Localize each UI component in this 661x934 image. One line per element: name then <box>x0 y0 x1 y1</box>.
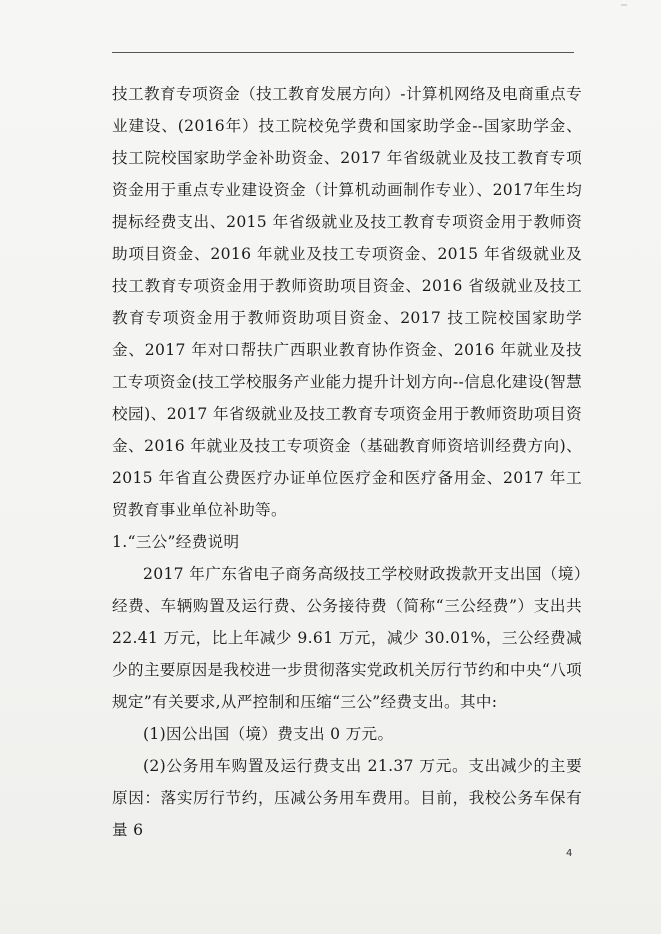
paragraph-three-public-expenses: 2017 年广东省电子商务高级技工学校财政拨款开支出国（境）经费、车辆购置及运行费、公务接待费（简称“三公经费”）支出共 22.41 万元，比上年减少 9.61 万元，减少 30.01%，三公经费减少的主要原因是我校进一步贯彻落实党政机关厉行节约和中央“八项规定”有关要求,从严控制和压缩“三公”经费支出。其中: <box>112 565 582 711</box>
header-rule <box>112 52 574 53</box>
list-item-overseas-travel: (1)因公出国（境）费支出 0 万元。 <box>143 725 394 743</box>
section-heading-three-public: 1.“三公”经费说明 <box>112 533 240 551</box>
page-number: 4 <box>566 848 573 859</box>
scan-speck <box>621 4 627 6</box>
paragraph-funding-list: 技工教育专项资金（技工教育发展方向）-计算机网络及电商重点专业建设、(2016年）技工院校免学费和国家助学金--国家助学金、技工院校国家助学金补助资金、2017 年省级就业及技工教育专项资金用于重点专业建设资金（计算机动画制作专业）、2017年生均提标经费支出、2015 年省级就业及技工教育专项资金用于教师资助项目资金、2016 年就业及技工专项资金、2015 年省级就业及技工教育专项资金用于教师资助项目资金、2016 省级就业及技工教育专项资金用于教师资助项目资金、2017 技工院校国家助学金、2017 年对口帮扶广西职业教育协作资金、2016 年就业及技工专项资金(技工学校服务产业能力提升计划方向--信息化建设(智慧校园)、2017 年省级就业及技工教育专项资金用于教师资助项目资金、2016 年就业及技工专项资金（基础教育师资培训经费方向)、2015 年省直公费医疗办证单位医疗金和医疗备用金、2017 年工贸教育事业单位补助等。 <box>112 85 582 519</box>
body-text <box>112 78 582 846</box>
list-item-official-vehicles: (2)公务用车购置及运行费支出 21.37 万元。支出减少的主要原因：落实厉行节约，压减公务用车费用。目前，我校公务车保有量 6 <box>112 757 582 839</box>
